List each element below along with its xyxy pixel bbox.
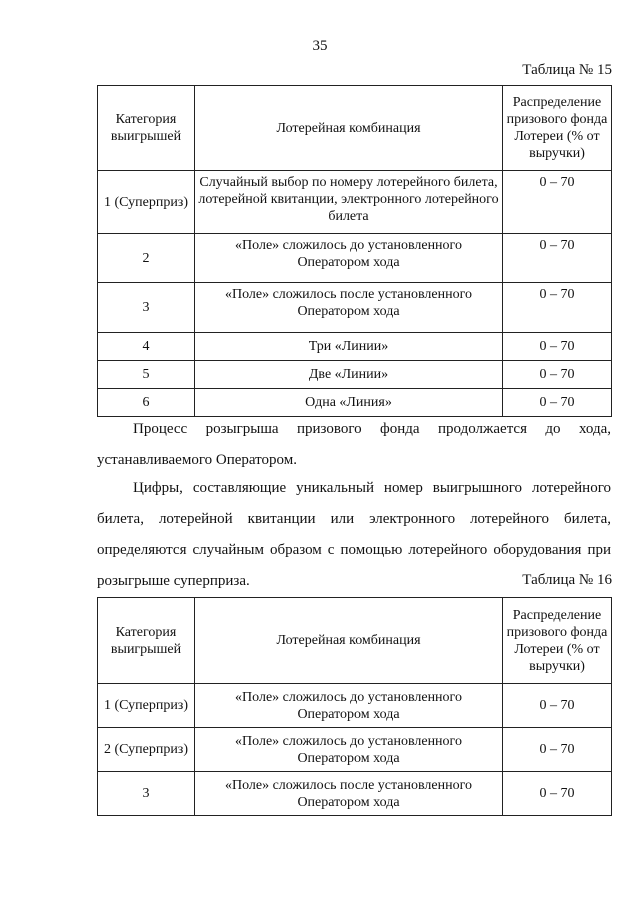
header-combination: Лотерейная комбинация (195, 86, 503, 171)
paragraph-draw-process: Процесс розыгрыша призового фонда продолжается до хода, устанавливаемого Оператором. (97, 421, 611, 468)
cell-category: 2 (Суперприз) (98, 728, 195, 772)
cell-percent: 0 – 70 (503, 684, 612, 728)
table-row (98, 361, 612, 389)
header-combination: Лотерейная комбинация (195, 598, 503, 684)
table-header-row (98, 86, 612, 171)
cell-category: 1 (Суперприз) (98, 684, 195, 728)
cell-category: 3 (98, 283, 195, 333)
prize-table-15 (97, 85, 612, 417)
cell-category: 1 (Суперприз) (98, 171, 195, 234)
cell-combination: «Поле» сложилось до установленного Оператором хода (195, 728, 503, 772)
table-row (98, 728, 612, 772)
cell-percent: 0 – 70 (503, 728, 612, 772)
table-row (98, 234, 612, 283)
cell-combination: «Поле» сложилось до установленного Оператором хода (195, 684, 503, 728)
header-category: Категория выигрышей (98, 598, 195, 684)
header-distribution: Распределение призового фонда Лотереи (% от выручки) (503, 86, 612, 171)
table-15-caption: Таблица № 15 (522, 62, 612, 78)
cell-combination: Одна «Линия» (195, 389, 503, 417)
table-row (98, 171, 612, 234)
table-row (98, 333, 612, 361)
paragraph-ticket-number: Цифры, составляющие уникальный номер выигрышного лотерейного билета, лотерейной квитанции или электронного лотерейного билета, определяются случайным образом с помощью лотерейного оборудования при розыгрыше суперприза. (97, 480, 611, 589)
cell-percent: 0 – 70 (503, 361, 612, 389)
cell-combination: «Поле» сложилось до установленного Оператором хода (195, 234, 503, 283)
cell-percent: 0 – 70 (503, 171, 612, 234)
table-16-caption: Таблица № 16 (522, 572, 612, 588)
prize-table-16 (97, 597, 612, 816)
cell-combination: «Поле» сложилось после установленного Оператором хода (195, 283, 503, 333)
cell-category: 3 (98, 772, 195, 816)
table-row (98, 389, 612, 417)
cell-percent: 0 – 70 (503, 772, 612, 816)
table-row (98, 772, 612, 816)
page-number: 35 (312, 38, 328, 54)
cell-category: 2 (98, 234, 195, 283)
cell-percent: 0 – 70 (503, 283, 612, 333)
cell-percent: 0 – 70 (503, 389, 612, 417)
cell-combination: Три «Линии» (195, 333, 503, 361)
cell-category: 5 (98, 361, 195, 389)
header-category: Категория выигрышей (98, 86, 195, 171)
cell-category: 6 (98, 389, 195, 417)
cell-combination: «Поле» сложилось после установленного Оператором хода (195, 772, 503, 816)
table-header-row (98, 598, 612, 684)
cell-percent: 0 – 70 (503, 234, 612, 283)
table-row (98, 283, 612, 333)
cell-combination: Две «Линии» (195, 361, 503, 389)
header-distribution: Распределение призового фонда Лотереи (% от выручки) (503, 598, 612, 684)
cell-combination: Случайный выбор по номеру лотерейного билета, лотерейной квитанции, электронного лотерейного билета (195, 171, 503, 234)
cell-percent: 0 – 70 (503, 333, 612, 361)
table-row (98, 684, 612, 728)
cell-category: 4 (98, 333, 195, 361)
